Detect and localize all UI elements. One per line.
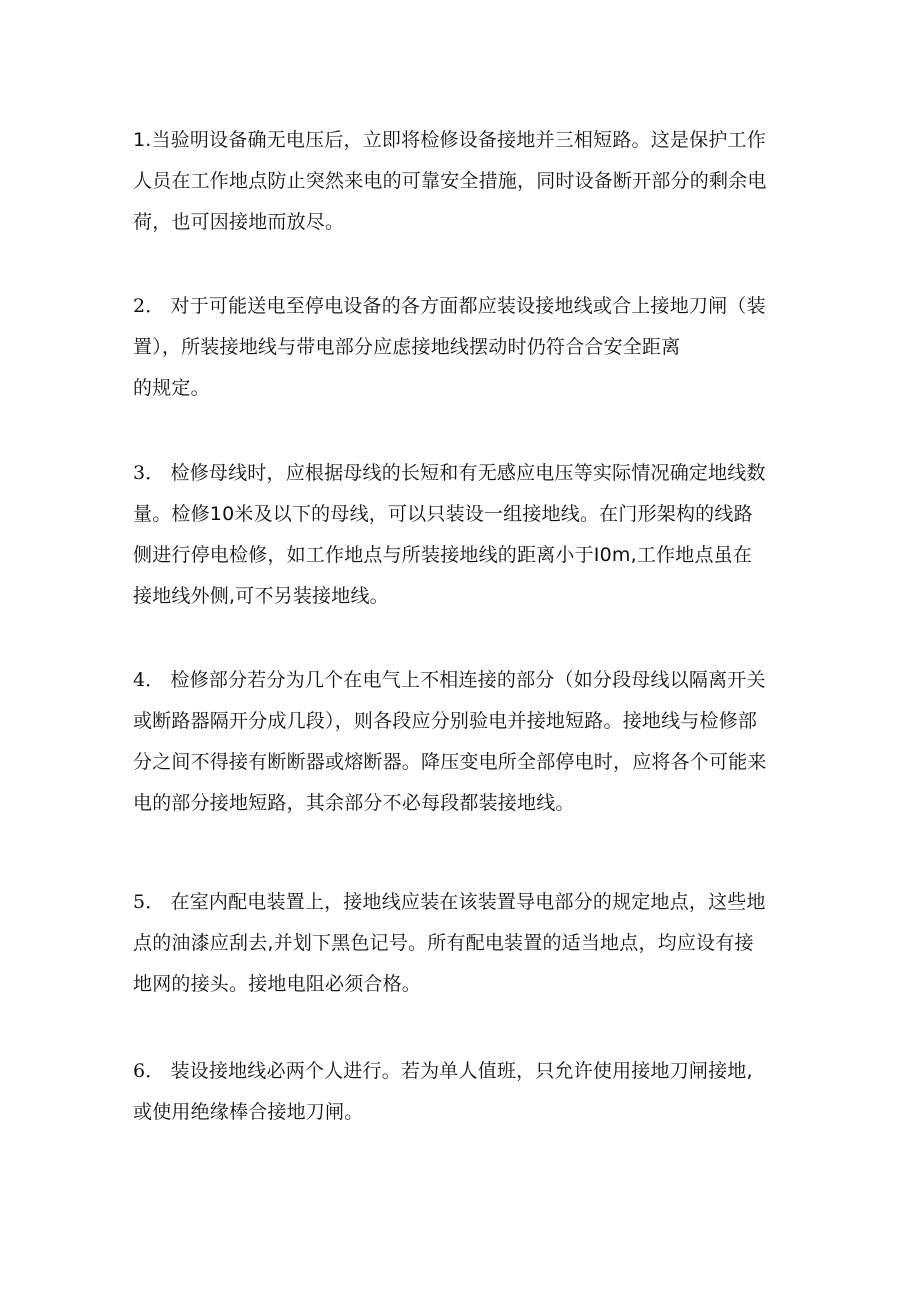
paragraph-line [133,286,798,327]
paragraph-line: 或使用绝缘棒合接地刀闸。 [133,1101,364,1123]
paragraph-number: 5． [133,891,165,913]
paragraph-line: 接地线外侧,可不另装接地线。 [133,585,389,607]
paragraph-line: 分之间不得接有断断器或熔断器。降压变电所全部停电时，应将各个可能来 [133,751,767,773]
paragraph-text: 检修部分若分为几个在电气上不相连接的部分（如分段母线以隔离开关 [170,669,766,691]
paragraph-number: 2． [133,295,165,317]
paragraph-line [133,453,798,494]
paragraph-text: 在室内配电装置上，接地线应装在该装置导电部分的规定地点，这些地 [170,891,766,913]
paragraph-5 [133,882,798,1005]
paragraph-3 [133,453,798,617]
paragraph-number: 1. [133,129,152,151]
paragraph-number: 3． [133,462,165,484]
paragraph-text: 对于可能送电至停电设备的各方面都应装设接地线或合上接地刀闸（装 [170,295,766,317]
paragraph-number: 4． [133,669,165,691]
paragraph-line: 荷，也可因接地而放尽。 [133,211,345,233]
paragraph-number: 6． [133,1060,165,1082]
paragraph-text: 当验明设备确无电压后，立即将检修设备接地并三相短路。这是保护工作 [151,129,766,151]
paragraph-4 [133,660,798,824]
paragraph-6 [133,1051,798,1133]
paragraph-line [133,120,798,161]
paragraph-line: 地网的接头。接地电阻必须合格。 [133,973,422,995]
paragraph-2 [133,286,798,409]
paragraph-line: 点的油漆应刮去,并划下黑色记号。所有配电装置的适当地点，均应设有接 [133,932,754,954]
paragraph-line: 侧进行停电检修，如工作地点与所装接地线的距离小于I0m,工作地点虽在 [133,544,753,566]
paragraph-line: 量。检修10米及以下的母线，可以只装设一组接地线。在门形架构的线路 [133,503,753,525]
paragraph-line: 电的部分接地短路，其余部分不必每段都装接地线。 [133,792,575,814]
paragraph-line: 的规定。 [133,377,210,399]
paragraph-line [133,882,798,923]
paragraph-line: 人员在工作地点防止突然来电的可靠安全措施，同时设备断开部分的剩余电 [133,170,767,192]
paragraph-line: 置），所装接地线与带电部分应虑接地线摆动时仍符合合安全距离 [133,336,681,358]
paragraph-text: 检修母线时，应根据母线的长短和有无感应电压等实际情况确定地线数 [170,462,766,484]
paragraph-line: 或断路器隔开分成几段），则各段应分别验电并接地短路。接地线与检修部 [133,710,758,732]
paragraph-line [133,1051,798,1092]
paragraph-1 [133,120,798,243]
paragraph-text: 装设接地线必两个人进行。若为单人值班，只允许使用接地刀闸接地, [170,1060,753,1082]
paragraph-line [133,660,798,701]
